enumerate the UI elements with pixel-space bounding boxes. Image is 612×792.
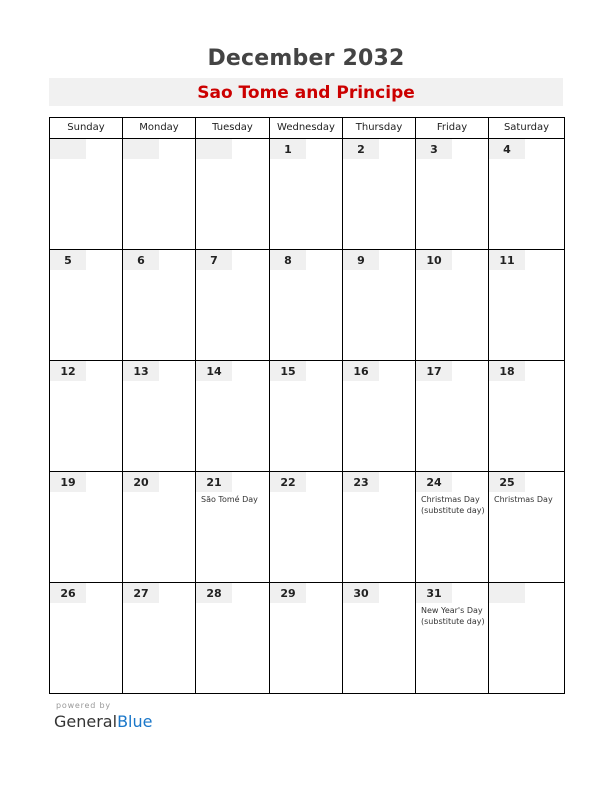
week-row (50, 139, 565, 250)
day-cell (196, 139, 270, 250)
day-cell (50, 583, 123, 694)
date-number: 29 (270, 583, 306, 603)
country-name: Sao Tome and Principe (197, 83, 415, 103)
date-number: 22 (270, 472, 306, 492)
date-number: 10 (416, 250, 452, 270)
date-number: 19 (50, 472, 86, 492)
date-number: 4 (489, 139, 525, 159)
date-number: 26 (50, 583, 86, 603)
date-number: 23 (343, 472, 379, 492)
month-title: December 2032 (207, 46, 405, 71)
day-cell (270, 472, 343, 583)
weekday-header-row (50, 118, 565, 139)
date-number: 15 (270, 361, 306, 381)
day-cell (270, 583, 343, 694)
weekday-header: Sunday (50, 118, 123, 139)
date-number: 31 (416, 583, 452, 603)
day-cell (489, 583, 565, 694)
date-number: 24 (416, 472, 452, 492)
brand-blue-text: Blue (117, 712, 153, 731)
day-cell (343, 139, 416, 250)
holiday-label: New Year's Day (substitute day) (421, 606, 485, 626)
day-cell (50, 361, 123, 472)
date-number (489, 583, 525, 603)
brand-general-text: General (54, 712, 118, 731)
week-row (50, 583, 565, 694)
day-cell (489, 361, 565, 472)
date-number (123, 139, 159, 159)
day-cell (196, 583, 270, 694)
day-cell (123, 583, 196, 694)
day-cell (416, 361, 489, 472)
generalblue-logo[interactable] (54, 712, 152, 731)
weekday-header: Friday (416, 118, 489, 139)
week-row (50, 472, 565, 583)
date-number: 12 (50, 361, 86, 381)
date-number: 3 (416, 139, 452, 159)
day-cell (416, 250, 489, 361)
date-number: 11 (489, 250, 525, 270)
date-number: 18 (489, 361, 525, 381)
day-cell (343, 583, 416, 694)
date-number: 21 (196, 472, 232, 492)
day-cell (270, 139, 343, 250)
weekday-header: Wednesday (270, 118, 343, 139)
day-cell (343, 250, 416, 361)
date-number: 16 (343, 361, 379, 381)
weekday-header: Monday (123, 118, 196, 139)
date-number: 5 (50, 250, 86, 270)
day-cell (270, 361, 343, 472)
weekday-header: Thursday (343, 118, 416, 139)
holiday-label: São Tomé Day (201, 495, 258, 504)
date-number: 17 (416, 361, 452, 381)
day-cell (50, 472, 123, 583)
day-cell (50, 250, 123, 361)
holiday-label: Christmas Day (494, 495, 553, 504)
weekday-header: Tuesday (196, 118, 270, 139)
day-cell (123, 361, 196, 472)
date-number: 8 (270, 250, 306, 270)
powered-by-label: powered by (56, 701, 111, 710)
date-number: 25 (489, 472, 525, 492)
country-banner (49, 78, 563, 106)
holiday-label: Christmas Day (substitute day) (421, 495, 485, 515)
date-number: 2 (343, 139, 379, 159)
date-number: 27 (123, 583, 159, 603)
date-number: 13 (123, 361, 159, 381)
day-cell (489, 472, 565, 583)
day-cell (196, 250, 270, 361)
day-cell (416, 139, 489, 250)
date-number (50, 139, 86, 159)
day-cell (196, 472, 270, 583)
date-number: 6 (123, 250, 159, 270)
date-number: 1 (270, 139, 306, 159)
day-cell (123, 250, 196, 361)
weekday-header: Saturday (489, 118, 565, 139)
date-number: 28 (196, 583, 232, 603)
day-cell (270, 250, 343, 361)
day-cell (123, 472, 196, 583)
day-cell (416, 472, 489, 583)
day-cell (343, 361, 416, 472)
day-cell (489, 139, 565, 250)
day-cell (196, 361, 270, 472)
date-number: 7 (196, 250, 232, 270)
date-number: 30 (343, 583, 379, 603)
week-row (50, 361, 565, 472)
day-cell (489, 250, 565, 361)
calendar-grid (49, 117, 565, 694)
day-cell (343, 472, 416, 583)
date-number: 9 (343, 250, 379, 270)
day-cell (123, 139, 196, 250)
day-cell (416, 583, 489, 694)
date-number: 14 (196, 361, 232, 381)
day-cell (50, 139, 123, 250)
date-number: 20 (123, 472, 159, 492)
date-number (196, 139, 232, 159)
week-row (50, 250, 565, 361)
